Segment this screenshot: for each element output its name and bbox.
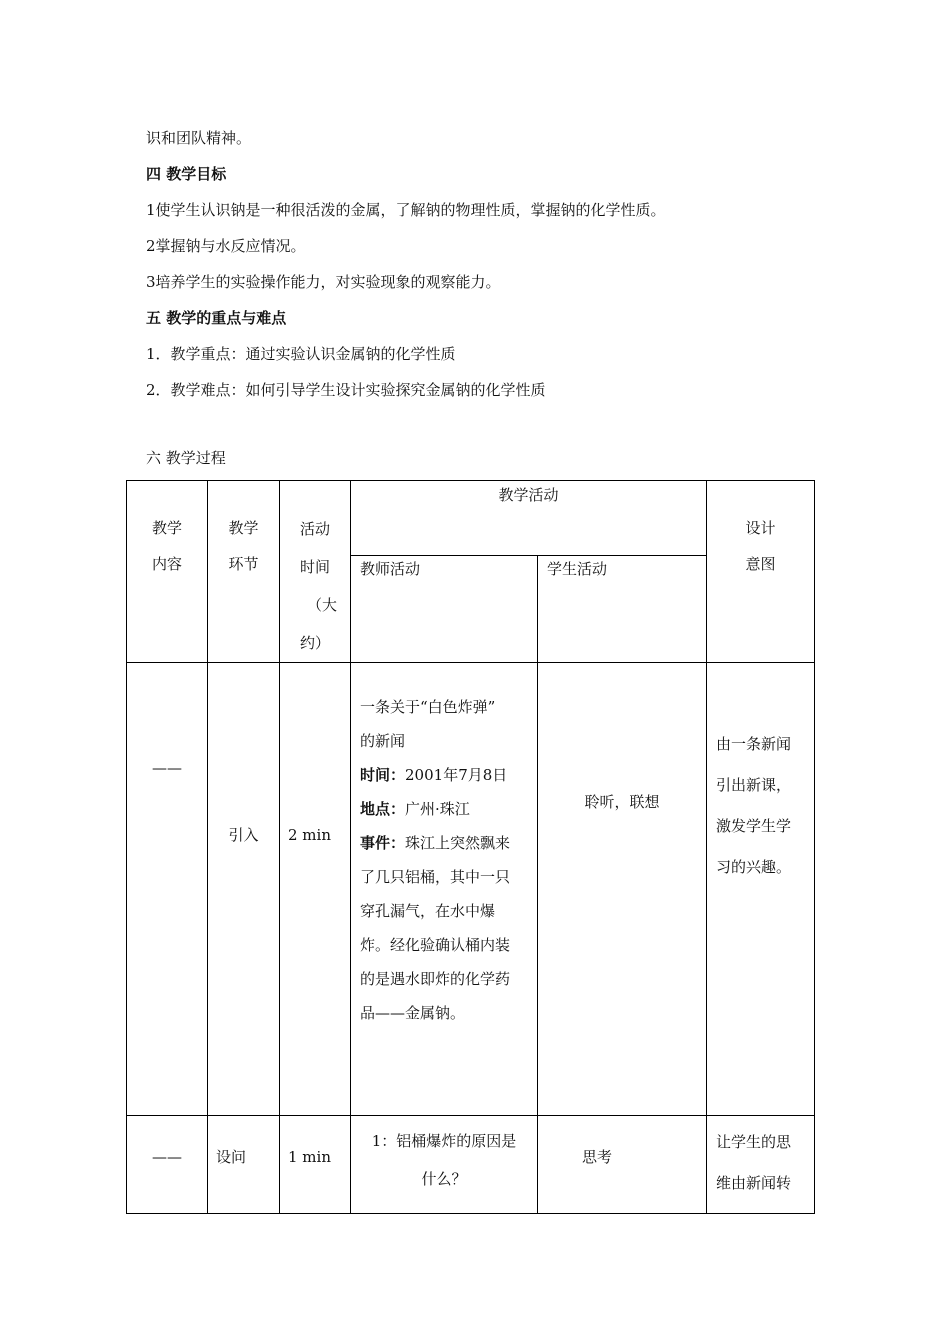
goal-2: 2掌握钠与水反应情况。: [146, 237, 306, 255]
section-4-heading: 四 教学目标: [146, 165, 227, 183]
row1-intent: 由一条新闻 引出新课， 激发学生学 习的兴趣。: [716, 735, 792, 876]
row1-time: 2 min: [288, 826, 331, 844]
key-point: 1．教学重点：通过实验认识金属钠的化学性质: [146, 345, 456, 363]
row1-content: ——: [152, 759, 182, 777]
row2-intent: 让学生的思 维由新闻转: [716, 1133, 792, 1192]
row1-teacher: 一条关于“白色炸弹” 的新闻 时间：2001年7月8日 地点：广州·珠江 事件：珠江上突然飘来 了几只铝桶，其中一只 穿孔漏气，在水中爆 炸。经化验确认桶内装 的是遇水即炸的化学药 品——金属钠。: [360, 698, 511, 1022]
row2-student: 思考: [581, 1148, 612, 1166]
table-col-divider: [207, 480, 208, 1214]
table-divider-header: [126, 662, 815, 663]
row2-content: ——: [152, 1148, 182, 1166]
row1-student: 聆听，联想: [584, 793, 660, 811]
difficult-point: 2．教学难点：如何引导学生设计实验探究金属钠的化学性质: [146, 381, 546, 399]
header-content: 教学 内容: [151, 519, 182, 573]
table-divider-row: [126, 1115, 815, 1116]
goal-1: 1使学生认识钠是一种很活泼的金属，了解钠的物理性质，掌握钠的化学性质。: [146, 201, 666, 219]
header-teacher: 教师活动: [360, 560, 421, 578]
table-col-divider: [537, 555, 538, 1214]
section-6-heading: 六 教学过程: [146, 449, 226, 467]
header-student: 学生活动: [547, 560, 608, 578]
paragraph-continuation: 识和团队精神。: [146, 129, 252, 147]
header-activity: 教学活动: [498, 486, 559, 504]
header-intent: 设计 意图: [745, 519, 776, 573]
table-divider-subheader: [350, 555, 706, 556]
table-border-top: [126, 480, 815, 481]
goal-3: 3培养学生的实验操作能力，对实验现象的观察能力。: [146, 273, 501, 291]
row2-teacher: 1：铝桶爆炸的原因是 什么？: [371, 1132, 517, 1188]
row1-stage: 引入: [228, 826, 259, 844]
row2-time: 1 min: [288, 1148, 331, 1166]
table-border-left: [126, 480, 127, 1214]
table-border-bottom: [126, 1213, 815, 1214]
table-col-divider: [350, 480, 351, 1214]
table-border-right: [814, 480, 815, 1214]
header-time: 活动 时间 （大 约）: [299, 520, 337, 652]
row2-stage: 设问: [216, 1148, 247, 1166]
table-col-divider: [706, 480, 707, 1214]
section-5-heading: 五 教学的重点与难点: [146, 309, 287, 327]
header-stage: 教学 环节: [228, 519, 259, 573]
